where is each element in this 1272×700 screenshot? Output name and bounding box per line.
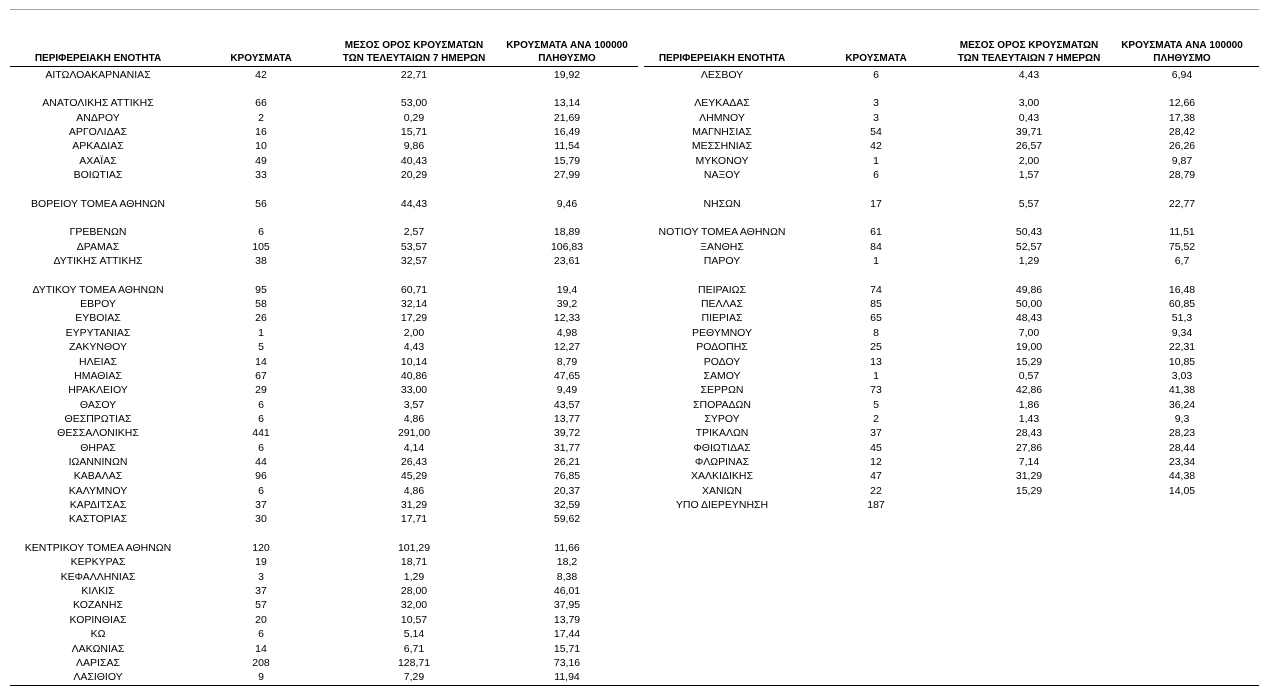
cases-value: 17 [870, 197, 882, 210]
per100k-value: 12,27 [553, 341, 581, 354]
avg-7day-value: 5,57 [1018, 197, 1040, 210]
region-name: ΔΥΤΙΚΗΣ ΑΤΤΙΚΗΣ [53, 255, 143, 268]
avg-7day-value: 40,86 [400, 369, 428, 382]
avg-7day-value: 2,00 [403, 326, 425, 339]
region-name: ΣΠΟΡΑΔΩΝ [693, 398, 751, 411]
per100k-value: 32,59 [553, 499, 581, 511]
cases-value: 105 [252, 240, 270, 253]
region-name: ΒΟΡΕΙΟΥ ΤΟΜΕΑ ΑΘΗΝΩΝ [31, 197, 165, 210]
header-per100k-right [1121, 40, 1243, 65]
region-name: ΚΑΒΑΛΑΣ [73, 470, 123, 483]
region-name: ΛΕΥΚΑΔΑΣ [694, 97, 750, 110]
region-name: ΗΡΑΚΛΕΙΟΥ [68, 384, 128, 397]
cases-value: 22 [870, 484, 882, 497]
cases-value: 73 [870, 384, 882, 397]
avg-7day-value: 49,86 [1015, 283, 1043, 296]
region-name: ΚΑΡΔΙΤΣΑΣ [69, 499, 127, 511]
cases-value: 1 [873, 369, 879, 382]
per100k-value: 28,79 [1168, 168, 1196, 181]
region-name: ΧΑΝΙΩΝ [702, 484, 742, 497]
region-name: ΑΝΑΤΟΛΙΚΗΣ ΑΤΤΙΚΗΣ [42, 97, 154, 110]
avg-7day-value: 5,14 [403, 628, 425, 641]
cases-value: 6 [258, 628, 264, 641]
header-per100k-line1: ΚΡΟΥΣΜΑΤΑ ΑΝΑ 100000 [506, 40, 628, 51]
per100k-value: 37,95 [553, 599, 581, 612]
per100k-value: 31,77 [553, 441, 581, 454]
avg-7day-value: 3,00 [1018, 97, 1040, 110]
header-region-right: ΠΕΡΙΦΕΡΕΙΑΚΗ ΕΝΟΤΗΤΑ [658, 53, 786, 64]
avg-7day-value: 27,86 [1015, 441, 1043, 454]
region-name: ΓΡΕΒΕΝΩΝ [69, 226, 127, 239]
per100k-value: 17,44 [553, 628, 581, 641]
avg-7day-value: 32,14 [400, 298, 428, 311]
cases-value: 2 [873, 412, 879, 425]
region-name: ΤΡΙΚΑΛΩΝ [695, 427, 749, 440]
region-name: ΚΕΝΤΡΙΚΟΥ ΤΟΜΕΑ ΑΘΗΝΩΝ [24, 542, 172, 555]
header-avg-line2: ΤΩΝ ΤΕΛΕΥΤΑΙΩΝ 7 ΗΜΕΡΩΝ [342, 52, 486, 64]
avg-7day-value: 15,71 [400, 125, 428, 138]
cases-value: 8 [873, 326, 879, 339]
region-name: ΧΑΛΚΙΔΙΚΗΣ [691, 470, 753, 483]
region-name: ΡΟΔΟΠΗΣ [696, 341, 748, 354]
avg-7day-value: 26,43 [400, 455, 428, 468]
per100k-value: 27,99 [553, 168, 581, 181]
cases-value: 20 [255, 613, 267, 626]
per100k-value: 41,38 [1168, 384, 1196, 397]
region-name: ΑΡΚΑΔΙΑΣ [72, 140, 124, 153]
cases-value: 5 [873, 398, 879, 411]
per100k-value: 59,62 [553, 513, 581, 526]
cases-value: 13 [870, 355, 882, 368]
per100k-value: 28,23 [1168, 427, 1196, 440]
avg-7day-value: 28,43 [1015, 427, 1043, 440]
per100k-value: 12,66 [1168, 97, 1196, 110]
region-name: ΚΟΡΙΝΘΙΑΣ [69, 613, 127, 626]
cases-value: 67 [255, 369, 267, 382]
region-name: ΚΩ [90, 628, 106, 641]
region-name: ΙΩΑΝΝΙΝΩΝ [68, 455, 128, 468]
region-name: ΑΝΔΡΟΥ [76, 111, 120, 124]
cases-value: 96 [255, 470, 267, 483]
per100k-value: 13,79 [553, 613, 581, 626]
region-name: ΔΥΤΙΚΟΥ ΤΟΜΕΑ ΑΘΗΝΩΝ [32, 283, 164, 296]
cases-value: 1 [873, 154, 879, 167]
per100k-value: 3,03 [1171, 369, 1193, 382]
cases-value: 65 [870, 312, 882, 325]
per100k-value: 6,94 [1171, 68, 1193, 81]
region-name: ΚΕΡΚΥΡΑΣ [70, 556, 126, 569]
avg-7day-value: 17,71 [400, 513, 428, 526]
avg-7day-value: 39,71 [1015, 125, 1043, 138]
avg-7day-value: 26,57 [1015, 140, 1043, 153]
per100k-value: 11,54 [554, 140, 580, 153]
cases-value: 6 [258, 441, 264, 454]
per100k-value: 23,61 [553, 255, 581, 268]
cases-value: 6 [873, 68, 879, 81]
per100k-value: 43,57 [553, 398, 581, 411]
per100k-value: 14,05 [1168, 484, 1196, 497]
per100k-value: 16,48 [1168, 283, 1196, 296]
header-avg-left [343, 40, 486, 65]
region-name: ΑΙΤΩΛΟΑΚΑΡΝΑΝΙΑΣ [45, 68, 151, 81]
cases-value: 49 [255, 154, 267, 167]
header-avg-line2: ΤΩΝ ΤΕΛΕΥΤΑΙΩΝ 7 ΗΜΕΡΩΝ [957, 52, 1101, 64]
cases-value: 3 [873, 111, 879, 124]
per100k-value: 11,94 [554, 671, 580, 684]
per100k-value: 6,7 [1174, 255, 1190, 268]
cases-value: 25 [870, 341, 882, 354]
avg-7day-value: 1,43 [1018, 412, 1040, 425]
per100k-value: 75,52 [1168, 240, 1196, 253]
region-name: ΘΕΣΠΡΩΤΙΑΣ [64, 412, 132, 425]
region-name: ΛΑΡΙΣΑΣ [76, 656, 120, 669]
region-name: ΚΙΛΚΙΣ [81, 585, 115, 598]
per100k-value: 9,34 [1171, 326, 1193, 339]
cases-value: 45 [870, 441, 882, 454]
cases-value: 44 [255, 455, 267, 468]
region-name: ΠΕΛΛΑΣ [700, 298, 744, 311]
avg-7day-value: 2,00 [1018, 154, 1040, 167]
header-per100k-line1: ΚΡΟΥΣΜΑΤΑ ΑΝΑ 100000 [1121, 40, 1243, 51]
per100k-value: 18,2 [556, 556, 578, 569]
avg-7day-value: 53,57 [400, 240, 428, 253]
avg-7day-value: 48,43 [1015, 312, 1043, 325]
avg-7day-value: 9,86 [403, 140, 425, 153]
region-name: ΞΑΝΘΗΣ [700, 240, 744, 253]
per100k-value: 9,46 [556, 197, 578, 210]
avg-7day-value: 17,29 [400, 312, 428, 325]
cases-value: 3 [258, 570, 264, 583]
per100k-value: 9,3 [1174, 412, 1190, 425]
avg-7day-value: 1,29 [1018, 255, 1040, 268]
per100k-value: 73,16 [553, 656, 581, 669]
avg-7day-value: 7,14 [1018, 455, 1040, 468]
cases-value: 3 [873, 97, 879, 110]
region-name: ΗΛΕΙΑΣ [78, 355, 118, 368]
per100k-value: 47,65 [553, 369, 581, 382]
avg-7day-value: 42,86 [1015, 384, 1043, 397]
header-avg-line1: ΜΕΣΟΣ ΟΡΟΣ ΚΡΟΥΣΜΑΤΩΝ [959, 40, 1099, 51]
avg-7day-value: 4,86 [403, 412, 425, 425]
per100k-value: 39,2 [556, 298, 578, 311]
cases-value: 6 [258, 226, 264, 239]
per100k-value: 11,51 [1169, 226, 1195, 239]
per100k-value: 21,69 [553, 111, 581, 124]
region-name: ΕΒΡΟΥ [80, 298, 116, 311]
cases-value: 12 [870, 455, 882, 468]
region-name: ΥΠΟ ΔΙΕΡΕΥΝΗΣΗ [675, 499, 769, 511]
avg-7day-value: 10,57 [400, 613, 428, 626]
avg-7day-value: 44,43 [400, 197, 428, 210]
per100k-value: 4,98 [556, 326, 578, 339]
per100k-value: 10,85 [1168, 355, 1196, 368]
cases-value: 9 [258, 671, 264, 684]
avg-7day-value: 18,71 [400, 556, 428, 569]
per100k-value: 18,89 [553, 226, 581, 239]
per100k-value: 19,92 [553, 68, 581, 81]
cases-value: 2 [258, 111, 264, 124]
header-avg-right [958, 40, 1101, 65]
region-name: ΣΥΡΟΥ [704, 412, 740, 425]
header-per100k-line2: ΠΛΗΘΥΣΜΟ [1153, 52, 1211, 64]
region-name: ΗΜΑΘΙΑΣ [74, 369, 122, 382]
avg-7day-value: 28,00 [400, 585, 428, 598]
region-name: ΚΟΖΑΝΗΣ [73, 599, 123, 612]
cases-value: 208 [252, 656, 270, 669]
cases-value: 6 [258, 412, 264, 425]
per100k-value: 8,38 [556, 570, 578, 583]
cases-value: 37 [870, 427, 882, 440]
per100k-value: 15,79 [553, 154, 581, 167]
avg-7day-value: 50,43 [1015, 226, 1043, 239]
cases-value: 33 [255, 168, 267, 181]
region-name: ΝΑΞΟΥ [703, 168, 741, 181]
region-name: ΚΑΣΤΟΡΙΑΣ [68, 513, 128, 526]
avg-7day-value: 22,71 [400, 68, 428, 81]
per100k-value: 76,85 [553, 470, 581, 483]
region-name: ΜΥΚΟΝΟΥ [695, 154, 749, 167]
cases-value: 120 [252, 542, 270, 555]
cases-value: 441 [252, 427, 270, 440]
header-region-left: ΠΕΡΙΦΕΡΕΙΑΚΗ ΕΝΟΤΗΤΑ [34, 53, 162, 64]
avg-7day-value: 0,29 [403, 111, 425, 124]
per100k-value: 26,26 [1168, 140, 1196, 153]
region-name: ΚΕΦΑΛΛΗΝΙΑΣ [60, 570, 136, 583]
avg-7day-value: 32,57 [400, 255, 428, 268]
per100k-value: 23,34 [1168, 455, 1196, 468]
header-cases-right: ΚΡΟΥΣΜΑΤΑ [845, 53, 907, 64]
per100k-value: 19,4 [556, 283, 578, 296]
per100k-value: 60,85 [1168, 298, 1196, 311]
cases-value: 57 [255, 599, 267, 612]
avg-7day-value: 1,86 [1018, 398, 1040, 411]
cases-value: 1 [258, 326, 264, 339]
region-name: ΠΕΙΡΑΙΩΣ [698, 283, 746, 296]
cases-value: 38 [255, 255, 267, 268]
per100k-value: 39,72 [553, 427, 581, 440]
avg-7day-value: 2,57 [403, 226, 425, 239]
cases-value: 14 [255, 642, 267, 655]
region-name: ΛΑΚΩΝΙΑΣ [71, 642, 125, 655]
per100k-value: 13,14 [553, 97, 581, 110]
per100k-value: 28,44 [1168, 441, 1196, 454]
cases-value: 37 [255, 499, 267, 511]
per100k-value: 11,66 [554, 542, 580, 555]
cases-value: 10 [255, 140, 267, 153]
region-name: ΛΗΜΝΟΥ [699, 111, 745, 124]
avg-7day-value: 101,29 [397, 542, 431, 555]
region-name: ΕΥΒΟΙΑΣ [75, 312, 121, 325]
avg-7day-value: 33,00 [400, 384, 428, 397]
avg-7day-value: 4,86 [403, 484, 425, 497]
region-name: ΠΑΡΟΥ [703, 255, 741, 268]
region-name: ΚΑΛΥΜΝΟΥ [68, 484, 128, 497]
per100k-value: 36,24 [1168, 398, 1196, 411]
avg-7day-value: 7,00 [1018, 326, 1040, 339]
cases-value: 74 [870, 283, 882, 296]
region-name: ΘΕΣΣΑΛΟΝΙΚΗΣ [57, 427, 139, 440]
avg-7day-value: 128,71 [397, 656, 431, 669]
region-name: ΕΥΡΥΤΑΝΙΑΣ [65, 326, 131, 339]
region-name: ΛΕΣΒΟΥ [700, 68, 744, 81]
region-name: ΒΟΙΩΤΙΑΣ [73, 168, 123, 181]
cases-value: 58 [255, 298, 267, 311]
avg-7day-value: 0,43 [1018, 111, 1040, 124]
cases-value: 61 [870, 226, 882, 239]
region-name: ΦΘΙΩΤΙΔΑΣ [693, 441, 751, 454]
avg-7day-value: 40,43 [400, 154, 428, 167]
per100k-value: 44,38 [1168, 470, 1196, 483]
header-per100k-left [506, 40, 628, 65]
avg-7day-value: 52,57 [1015, 240, 1043, 253]
avg-7day-value: 4,43 [403, 341, 425, 354]
cases-value: 187 [867, 499, 885, 511]
avg-7day-value: 31,29 [400, 499, 428, 511]
avg-7day-value: 1,29 [403, 570, 425, 583]
avg-7day-value: 4,43 [1018, 68, 1040, 81]
region-name: ΦΛΩΡΙΝΑΣ [694, 455, 750, 468]
per100k-value: 13,77 [553, 412, 581, 425]
per100k-value: 15,71 [553, 642, 581, 655]
region-name: ΝΟΤΙΟΥ ΤΟΜΕΑ ΑΘΗΝΩΝ [658, 226, 786, 239]
avg-7day-value: 45,29 [400, 470, 428, 483]
region-name: ΣΑΜΟΥ [703, 369, 741, 382]
per100k-value: 9,49 [556, 384, 578, 397]
avg-7day-value: 1,57 [1018, 168, 1040, 181]
region-name: ΠΙΕΡΙΑΣ [701, 312, 743, 325]
cases-value: 84 [870, 240, 882, 253]
cases-value: 14 [255, 355, 267, 368]
header-cases-left: ΚΡΟΥΣΜΑΤΑ [230, 53, 292, 64]
avg-7day-value: 60,71 [400, 283, 428, 296]
avg-7day-value: 291,00 [397, 427, 431, 440]
avg-7day-value: 31,29 [1015, 470, 1043, 483]
avg-7day-value: 15,29 [1015, 355, 1043, 368]
cases-value: 37 [255, 585, 267, 598]
cases-value: 29 [255, 384, 267, 397]
cases-value: 30 [255, 513, 267, 526]
per100k-value: 51,3 [1171, 312, 1193, 325]
per100k-value: 22,31 [1168, 341, 1196, 354]
region-name: ΜΕΣΣΗΝΙΑΣ [691, 140, 753, 153]
region-name: ΘΗΡΑΣ [80, 441, 116, 454]
cases-value: 47 [870, 470, 882, 483]
cases-value: 19 [255, 556, 267, 569]
region-name: ΡΕΘΥΜΝΟΥ [691, 326, 753, 339]
per100k-value: 17,38 [1168, 111, 1196, 124]
region-name: ΡΟΔΟΥ [703, 355, 741, 368]
per100k-value: 12,33 [553, 312, 581, 325]
avg-7day-value: 15,29 [1015, 484, 1043, 497]
per100k-value: 16,49 [553, 125, 581, 138]
cases-value: 66 [255, 97, 267, 110]
cases-value: 54 [870, 125, 882, 138]
top-rule [10, 9, 1259, 10]
cases-value: 16 [255, 125, 267, 138]
per100k-value: 26,21 [553, 455, 581, 468]
avg-7day-value: 6,71 [403, 642, 425, 655]
cases-value: 6 [873, 168, 879, 181]
region-name: ΜΑΓΝΗΣΙΑΣ [692, 125, 752, 138]
avg-7day-value: 20,29 [400, 168, 428, 181]
per100k-value: 106,83 [550, 240, 584, 253]
avg-7day-value: 19,00 [1015, 341, 1043, 354]
cases-value: 6 [258, 484, 264, 497]
region-name: ΝΗΣΩΝ [703, 197, 741, 210]
region-name: ΑΡΓΟΛΙΔΑΣ [68, 125, 128, 138]
region-name: ΔΡΑΜΑΣ [76, 240, 120, 253]
cases-value: 42 [255, 68, 267, 81]
region-name: ΑΧΑΪΑΣ [79, 154, 117, 167]
cases-value: 5 [258, 341, 264, 354]
region-name: ΛΑΣΙΘΙΟΥ [73, 671, 123, 684]
avg-7day-value: 32,00 [400, 599, 428, 612]
avg-7day-value: 3,57 [403, 398, 425, 411]
cases-value: 42 [870, 140, 882, 153]
avg-7day-value: 50,00 [1015, 298, 1043, 311]
avg-7day-value: 53,00 [400, 97, 428, 110]
cases-value: 26 [255, 312, 267, 325]
region-name: ΘΑΣΟΥ [79, 398, 117, 411]
per100k-value: 22,77 [1168, 197, 1196, 210]
bottom-rule [10, 685, 1259, 686]
cases-value: 1 [873, 255, 879, 268]
avg-7day-value: 0,57 [1018, 369, 1040, 382]
avg-7day-value: 4,14 [403, 441, 425, 454]
cases-value: 95 [255, 283, 267, 296]
header-per100k-line2: ΠΛΗΘΥΣΜΟ [538, 52, 596, 64]
region-name: ΖΑΚΥΝΘΟΥ [68, 341, 128, 354]
avg-7day-value: 10,14 [400, 355, 428, 368]
per100k-value: 8,79 [556, 355, 578, 368]
region-name: ΣΕΡΡΩΝ [700, 384, 744, 397]
per100k-value: 9,87 [1171, 154, 1193, 167]
per100k-value: 28,42 [1168, 125, 1196, 138]
cases-value: 85 [870, 298, 882, 311]
avg-7day-value: 7,29 [403, 671, 425, 684]
cases-value: 6 [258, 398, 264, 411]
per100k-value: 46,01 [553, 585, 581, 598]
cases-value: 56 [255, 197, 267, 210]
per100k-value: 20,37 [553, 484, 581, 497]
header-avg-line1: ΜΕΣΟΣ ΟΡΟΣ ΚΡΟΥΣΜΑΤΩΝ [344, 40, 484, 51]
